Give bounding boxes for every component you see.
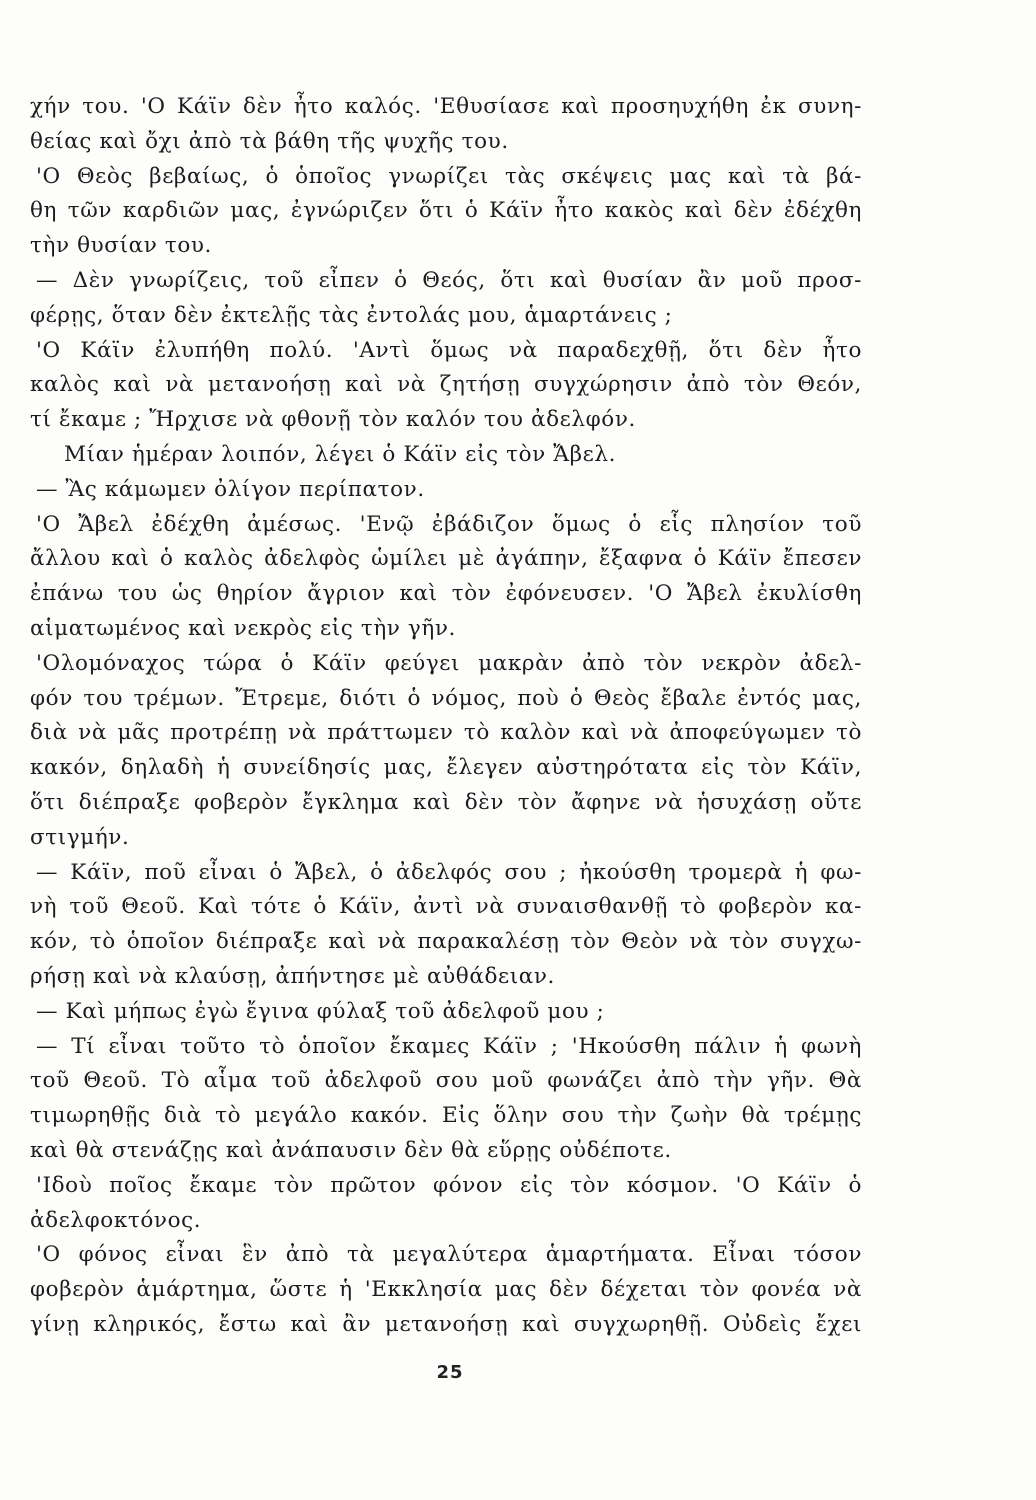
text-line: — Κάϊν, ποῦ εἶναι ὁ Ἄβελ, ὁ ἀδελφός σου ; ἠκούσθη τρομερὰ ἡ φω- bbox=[36, 859, 862, 885]
text-line: τοῦ Θεοῦ. Τὸ αἷμα τοῦ ἀδελφοῦ σου μοῦ φωνάζει ἀπὸ τὴν γῆν. Θὰ bbox=[30, 1068, 862, 1094]
text-line: — Καὶ μήπως ἐγὼ ἔγινα φύλαξ τοῦ ἀδελφοῦ μου ; bbox=[36, 998, 605, 1024]
text-line: καὶ θὰ στενάζῃς καὶ ἀνάπαυσιν δὲν θὰ εὕρῃς οὐδέποτε. bbox=[30, 1137, 672, 1163]
text-line: 'Ο Θεὸς βεβαίως, ὁ ὁποῖος γνωρίζει τὰς σκέψεις μας καὶ τὰ βά- bbox=[36, 163, 862, 189]
text-line: — Δὲν γνωρίζεις, τοῦ εἶπεν ὁ Θεός, ὅτι καὶ θυσίαν ἂν μοῦ προσ- bbox=[36, 267, 862, 293]
text-line: Μίαν ἡμέραν λοιπόν, λέγει ὁ Κάϊν εἰς τὸν Ἄβελ. bbox=[64, 441, 617, 467]
text-line: στιγμήν. bbox=[30, 824, 130, 850]
text-line: φέρῃς, ὅταν δὲν ἐκτελῇς τὰς ἐντολάς μου, ἁμαρτάνεις ; bbox=[30, 302, 673, 328]
text-line: 'Ο Κάϊν ἐλυπήθη πολύ. 'Αντὶ ὅμως νὰ παραδεχθῇ, ὅτι δὲν ἦτο bbox=[36, 337, 862, 363]
page-number: 25 bbox=[436, 1362, 464, 1383]
text-line: νὴ τοῦ Θεοῦ. Καὶ τότε ὁ Κάϊν, ἀντὶ νὰ συναισθανθῇ τὸ φοβερὸν κα- bbox=[30, 894, 862, 920]
body-text bbox=[30, 90, 862, 1343]
text-line: φόν του τρέμων. Ἔτρεμε, διότι ὁ νόμος, ποὺ ὁ Θεὸς ἔβαλε ἐντός μας, bbox=[30, 685, 862, 711]
text-line: τὴν θυσίαν του. bbox=[30, 233, 212, 259]
text-line: γίνῃ κληρικός, ἔστω καὶ ἂν μετανοήσῃ καὶ συγχωρηθῇ. Οὐδεὶς ἔχει bbox=[30, 1311, 862, 1337]
text-line: τί ἔκαμε ; Ἤρχισε νὰ φθονῇ τὸν καλόν του ἀδελφόν. bbox=[30, 407, 636, 433]
text-line: καλὸς καὶ νὰ μετανοήσῃ καὶ νὰ ζητήσῃ συγχώρησιν ἀπὸ τὸν Θεόν, bbox=[30, 372, 862, 398]
text-line: φοβερὸν ἁμάρτημα, ὥστε ἡ 'Εκκλησία μας δὲν δέχεται τὸν φονέα νὰ bbox=[30, 1277, 862, 1303]
text-line: αἱματωμένος καὶ νεκρὸς εἰς τὴν γῆν. bbox=[30, 615, 456, 641]
text-line: — Ἂς κάμωμεν ὀλίγον περίπατον. bbox=[36, 476, 425, 502]
text-line: 'Ιδοὺ ποῖος ἔκαμε τὸν πρῶτον φόνον εἰς τὸν κόσμον. 'Ο Κάϊν ὁ bbox=[36, 1172, 862, 1198]
text-line: κακόν, δηλαδὴ ἡ συνείδησίς μας, ἔλεγεν αὐστηρότατα εἰς τὸν Κάϊν, bbox=[30, 755, 862, 781]
text-line: ἀδελφοκτόνος. bbox=[30, 1207, 202, 1233]
text-line: 'Ο Ἄβελ ἐδέχθη ἀμέσως. 'Ενῷ ἐβάδιζον ὅμως ὁ εἷς πλησίον τοῦ bbox=[36, 511, 862, 537]
text-line: θείας καὶ ὄχι ἀπὸ τὰ βάθη τῆς ψυχῆς του. bbox=[30, 128, 509, 154]
text-line: ἐπάνω του ὡς θηρίον ἄγριον καὶ τὸν ἐφόνευσεν. 'Ο Ἄβελ ἐκυλίσθη bbox=[30, 581, 862, 607]
text-line: ἄλλου καὶ ὁ καλὸς ἀδελφὸς ὡμίλει μὲ ἀγάπην, ἔξαφνα ὁ Κάϊν ἔπεσεν bbox=[30, 546, 862, 572]
text-line: θη τῶν καρδιῶν μας, ἐγνώριζεν ὅτι ὁ Κάϊν ἦτο κακὸς καὶ δὲν ἐδέχθη bbox=[30, 198, 862, 224]
text-line: ρήσῃ καὶ νὰ κλαύσῃ, ἀπήντησε μὲ αὐθάδειαν. bbox=[30, 963, 555, 989]
text-line: ὅτι διέπραξε φοβερὸν ἔγκλημα καὶ δὲν τὸν ἄφηνε νὰ ἡσυχάσῃ οὔτε bbox=[30, 789, 862, 815]
text-line: κόν, τὸ ὁποῖον διέπραξε καὶ νὰ παρακαλέσῃ τὸν Θεὸν νὰ τὸν συγχω- bbox=[30, 929, 862, 955]
text-line: τιμωρηθῇς διὰ τὸ μεγάλο κακόν. Εἰς ὅλην σου τὴν ζωὴν θὰ τρέμῃς bbox=[30, 1103, 862, 1129]
text-line: χήν του. 'Ο Κάϊν δὲν ἦτο καλός. 'Εθυσίασε καὶ προσηυχήθη ἐκ συνη- bbox=[30, 94, 862, 119]
text-line: — Τί εἶναι τοῦτο τὸ ὁποῖον ἔκαμες Κάϊν ; 'Ηκούσθη πάλιν ἡ φωνὴ bbox=[36, 1033, 862, 1059]
text-line: διὰ νὰ μᾶς προτρέπῃ νὰ πράττωμεν τὸ καλὸν καὶ νὰ ἀποφεύγωμεν τὸ bbox=[30, 720, 862, 746]
text-line: 'Ολομόναχος τώρα ὁ Κάϊν φεύγει μακρὰν ἀπὸ τὸν νεκρὸν ἀδελ- bbox=[36, 650, 862, 676]
text-line: 'Ο φόνος εἶναι ἓν ἀπὸ τὰ μεγαλύτερα ἁμαρτήματα. Εἶναι τόσον bbox=[36, 1242, 862, 1268]
